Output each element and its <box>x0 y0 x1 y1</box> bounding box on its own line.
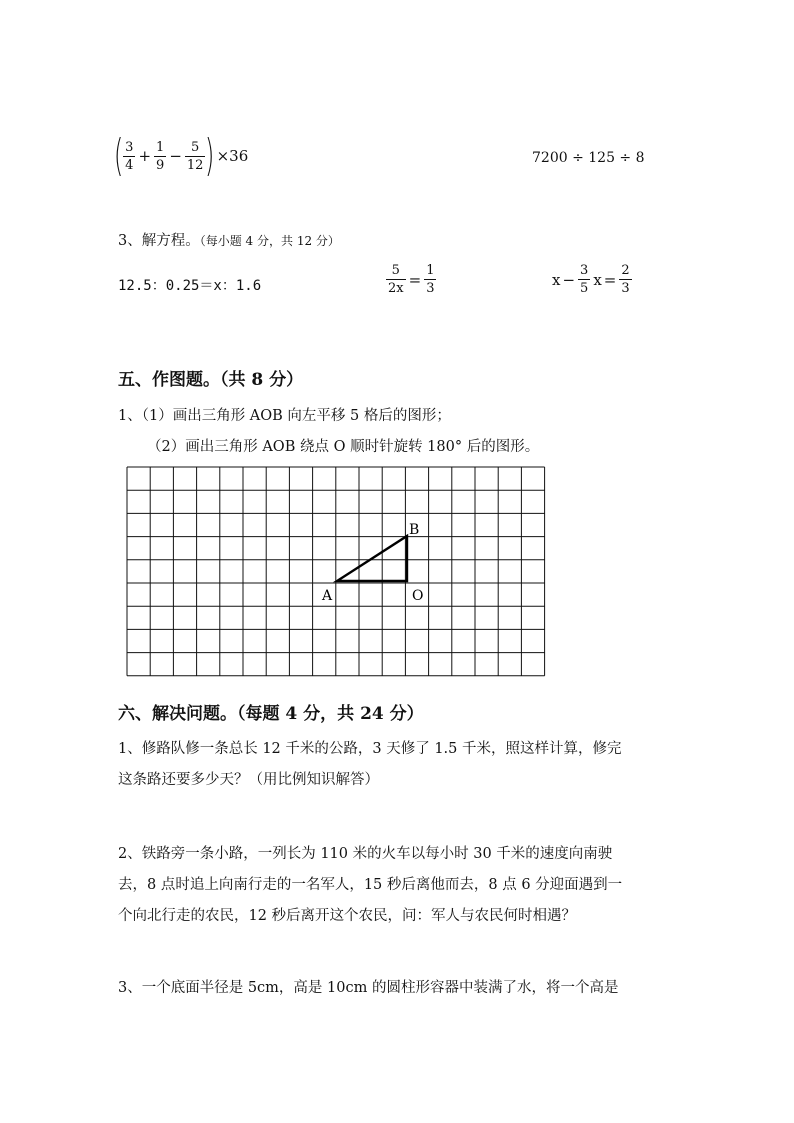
fraction-1-9: $\frac{1}{9}$ <box>156 139 165 173</box>
problem-2-line-3: 个向北行走的农民，12 秒后离开这个农民，问：军人与农民何时相遇？ <box>118 908 577 924</box>
section3-title: 3、解方程。（每小题 4 分，共 12 分） <box>118 233 340 249</box>
section6-heading: 六、解决问题。（每题 4 分，共 24 分） <box>118 704 424 724</box>
equation-fraction: $\frac{5}{2x}$ = $\frac{1}{3}$ <box>388 263 435 296</box>
triangle-aob <box>337 536 407 581</box>
problem-2-line-1: 2、铁路旁一条小路，一列长为 110 米的火车以每小时 30 千米的速度向南驶 <box>118 846 613 862</box>
drawing-grid <box>124 464 550 680</box>
label-a: A <box>322 588 333 604</box>
expression-division: 7200 ÷ 125 ÷ 8 <box>532 150 645 166</box>
section5-question-2: （2）画出三角形 AOB 绕点 O 顺时针旋转 180° 后的图形。 <box>147 439 540 455</box>
problem-1-line-2: 这条路还要多少天？（用比例知识解答） <box>118 772 379 788</box>
fraction-5-12: $\frac{5}{12}$ <box>186 139 204 173</box>
left-paren: ( <box>113 130 124 181</box>
problem-2-line-2: 去，8 点时追上向南行走的一名军人，15 秒后离他而去，8 点 6 分迎面遇到一 <box>118 877 623 893</box>
problem-1-line-1: 1、修路队修一条总长 12 千米的公路，3 天修了 1.5 千米，照这样计算，修完 <box>118 741 622 757</box>
equation-ratio: 12.5：0.25＝x：1.6 <box>118 278 262 294</box>
section5-heading: 五、作图题。（共 8 分） <box>118 370 304 390</box>
equation-x: x − $\frac{3}{5}$ x = $\frac{2}{3}$ <box>552 263 630 296</box>
expression-fraction-sum: ( $\frac{3}{4}$ + $\frac{1}{9}$ − $\frac{5}{12}$ ) ×36 <box>113 130 249 181</box>
right-paren: ) <box>205 130 215 181</box>
fraction-3-4: $\frac{3}{4}$ <box>125 139 134 173</box>
section5-question-1: 1、（1）画出三角形 AOB 向左平移 5 格后的图形； <box>118 408 451 424</box>
problem-3-line-1: 3、一个底面半径是 5cm，高是 10cm 的圆柱形容器中装满了水，将一个高是 <box>118 980 619 996</box>
label-o: O <box>412 588 424 604</box>
grid-lines <box>127 467 545 676</box>
label-b: B <box>409 522 420 538</box>
